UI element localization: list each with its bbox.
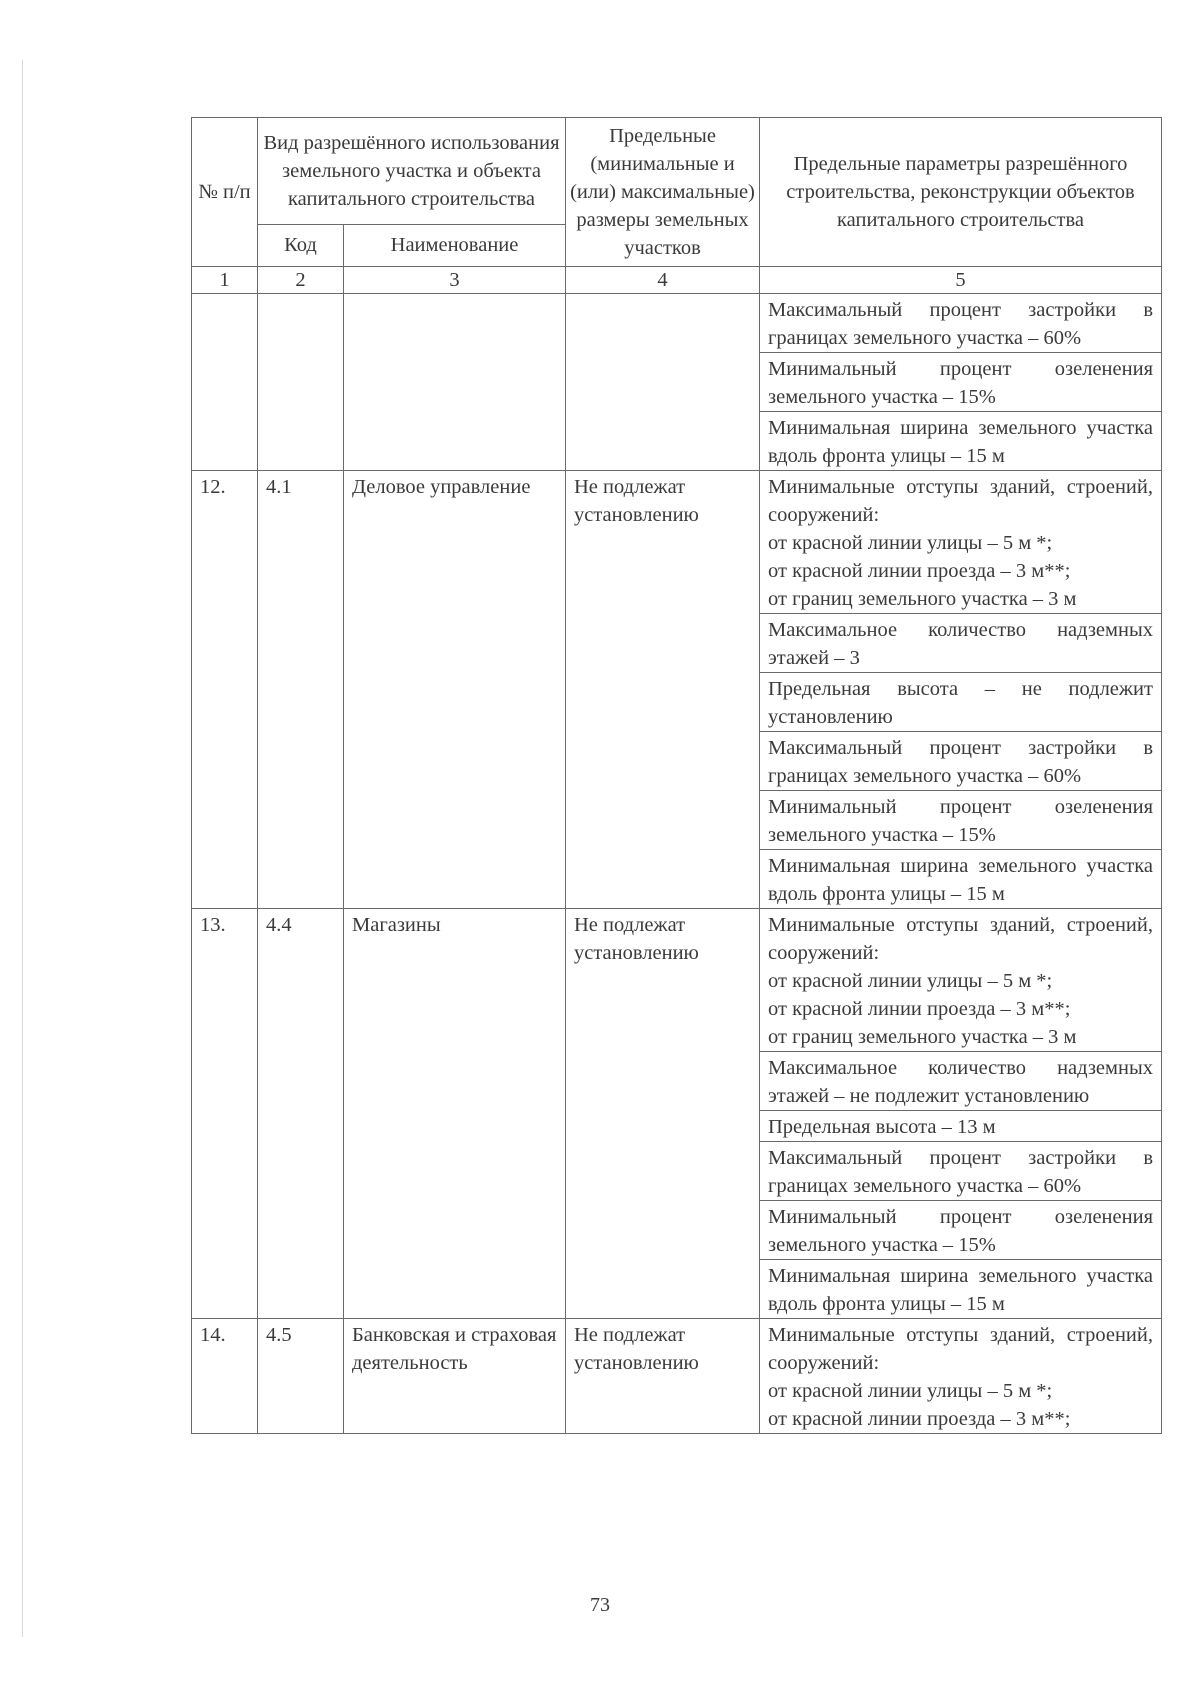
cell-param: Предельная высота – не подлежит установлению: [760, 673, 1162, 732]
cell-param: Максимальное количество надземных этажей – не подлежит установлению: [760, 1052, 1162, 1111]
column-number: 3: [344, 267, 566, 294]
cell-name: Банковская и страховая деятельность: [344, 1319, 566, 1434]
cell-size: [566, 294, 760, 471]
header-num: № п/п: [192, 118, 258, 267]
column-number: 5: [760, 267, 1162, 294]
header-sizes: Предельные (минимальные и (или) максимальные) размеры земельных участков: [566, 118, 760, 267]
cell-name: Деловое управление: [344, 471, 566, 909]
table-row: [192, 471, 1162, 614]
cell-size: Не подлежат установлению: [566, 1319, 760, 1434]
column-number: 4: [566, 267, 760, 294]
table-row: [192, 909, 1162, 1052]
table-body: [192, 294, 1162, 1434]
cell-size: Не подлежат установлению: [566, 471, 760, 909]
cell-param: Минимальная ширина земельного участка вдоль фронта улицы – 15 м: [760, 850, 1162, 909]
header-name: Наименование: [344, 224, 566, 266]
continuation-row: [192, 294, 1162, 353]
header-type-group: Вид разрешённого использования земельного участка и объекта капитального строительства: [258, 118, 566, 225]
cell-name: [344, 294, 566, 471]
cell-code: 4.4: [258, 909, 344, 1319]
cell-param: Минимальный процент озеленения земельного участка – 15%: [760, 353, 1162, 412]
cell-param: Минимальные отступы зданий, строений, сооружений: от красной линии улицы – 5 м *; от красной линии проезда – 3 м**; от границ земельного участка – 3 м: [760, 909, 1162, 1052]
cell-param: Минимальная ширина земельного участка вдоль фронта улицы – 15 м: [760, 412, 1162, 471]
table-row: [192, 1319, 1162, 1434]
header-code: Код: [258, 224, 344, 266]
cell-num: 12.: [192, 471, 258, 909]
cell-code: [258, 294, 344, 471]
cell-num: 14.: [192, 1319, 258, 1434]
cell-param: Максимальный процент застройки в границах земельного участка – 60%: [760, 294, 1162, 353]
cell-param: Минимальный процент озеленения земельного участка – 15%: [760, 791, 1162, 850]
cell-code: 4.1: [258, 471, 344, 909]
cell-param: Предельная высота – 13 м: [760, 1111, 1162, 1142]
page-margin-line: [22, 60, 23, 1637]
cell-param: Максимальный процент застройки в границах земельного участка – 60%: [760, 732, 1162, 791]
cell-name: Магазины: [344, 909, 566, 1319]
cell-param: Минимальные отступы зданий, строений, сооружений: от красной линии улицы – 5 м *; от красной линии проезда – 3 м**; от границ земельного участка – 3 м: [760, 471, 1162, 614]
column-number: 2: [258, 267, 344, 294]
cell-param: Минимальный процент озеленения земельного участка – 15%: [760, 1201, 1162, 1260]
cell-param: Максимальный процент застройки в границах земельного участка – 60%: [760, 1142, 1162, 1201]
cell-param: Минимальные отступы зданий, строений, сооружений: от красной линии улицы – 5 м *; от красной линии проезда – 3 м**;: [760, 1319, 1162, 1434]
page-number: 73: [590, 1594, 610, 1616]
column-number: 1: [192, 267, 258, 294]
cell-param: Максимальное количество надземных этажей – 3: [760, 614, 1162, 673]
cell-code: 4.5: [258, 1319, 344, 1434]
regulations-table: [191, 117, 1162, 1434]
cell-num: 13.: [192, 909, 258, 1319]
cell-size: Не подлежат установлению: [566, 909, 760, 1319]
cell-param: Минимальная ширина земельного участка вдоль фронта улицы – 15 м: [760, 1260, 1162, 1319]
cell-num: [192, 294, 258, 471]
header-params: Предельные параметры разрешённого строительства, реконструкции объектов капитального строительства: [760, 118, 1162, 267]
